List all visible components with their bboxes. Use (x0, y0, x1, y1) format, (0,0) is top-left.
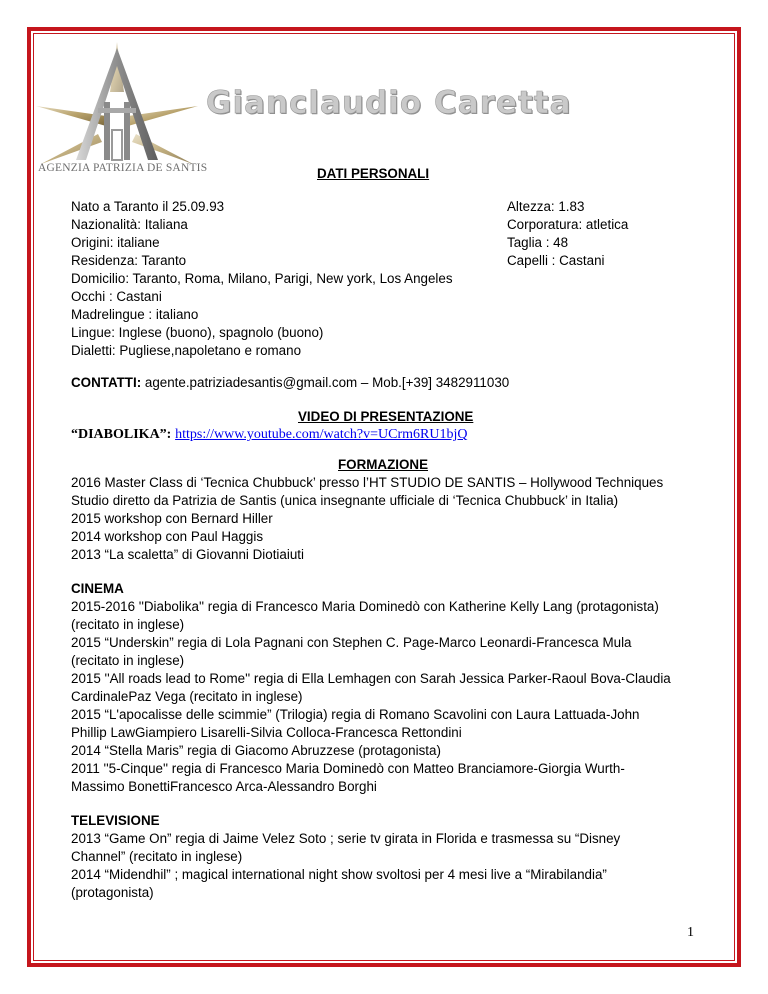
list-item: CardinalePaz Vega (recitato in inglese) (71, 689, 303, 704)
list-item: Studio diretto da Patrizia de Santis (unica insegnante ufficiale di ‘Tecnica Chubbuck’ in Italia) (71, 493, 619, 508)
list-item: Capelli : Castani (507, 253, 605, 268)
list-item: (recitato in inglese) (71, 617, 185, 632)
video-line (71, 425, 468, 445)
list-item: Nato a Taranto il 25.09.93 (71, 199, 225, 214)
list-item: 2014 workshop con Paul Haggis (71, 529, 264, 544)
list-item: 2015 workshop con Bernard Hiller (71, 511, 273, 526)
contacts-value[interactable]: agente.patriziadesantis@gmail.com – Mob.[+39] 3482911030 (141, 375, 510, 390)
list-item: Taglia : 48 (507, 235, 569, 250)
list-item: Lingue: Inglese (buono), spagnolo (buono) (71, 325, 324, 340)
list-item: 2014 “Stella Maris” regia di Giacomo Abruzzese (protagonista) (71, 743, 441, 758)
list-item: Madrelingue : italiano (71, 307, 199, 322)
list-item: 2015 “L'apocalisse delle scimmie” (Trilogia) regia di Romano Scavolini con Laura Lattuada-John (71, 707, 640, 722)
list-item: Occhi : Castani (71, 289, 162, 304)
list-item: Phillip LawGiampiero Lisarelli-Silvia Colloca-Francesca Rettondini (71, 725, 462, 740)
list-item: 2015-2016 ''Diabolika'' regia di Francesco Maria Dominedò con Katherine Kelly Lang (protagonista) (71, 599, 659, 614)
list-item: 2016 Master Class di ‘Tecnica Chubbuck’ presso l’HT STUDIO DE SANTIS – Hollywood Techniques (71, 475, 664, 490)
agency-caption: AGENZIA PATRIZIA DE SANTIS (38, 162, 208, 174)
list-item: Corporatura: atletica (507, 217, 629, 232)
formazione-heading: FORMAZIONE (338, 457, 429, 472)
list-item: Massimo BonettiFrancesco Arca-Alessandro Borghi (71, 779, 377, 794)
contacts-label: CONTATTI: (71, 375, 142, 390)
personal-heading: DATI PERSONALI (317, 166, 430, 181)
list-item: Origini: italiane (71, 235, 160, 250)
cinema-heading: CINEMA (71, 581, 124, 596)
list-item: 2011 ''5-Cinque'' regia di Francesco Maria Dominedò con Matteo Branciamore-Giorgia Wurth- (71, 761, 625, 776)
list-item: (protagonista) (71, 885, 154, 900)
list-item: Dialetti: Pugliese,napoletano e romano (71, 343, 302, 358)
list-item: Residenza: Taranto (71, 253, 187, 268)
page-number: 1 (687, 925, 694, 940)
video-label: “DIABOLIKA”: (71, 427, 172, 442)
list-item: 2014 “Midendhil” ; magical international night show svoltosi per 4 mesi live a “Mirabilandia” (71, 867, 607, 882)
televisione-heading: TELEVISIONE (71, 813, 160, 828)
video-heading: VIDEO DI PRESENTAZIONE (298, 409, 474, 424)
list-item: (recitato in inglese) (71, 653, 185, 668)
actor-name: Gianclaudio Caretta (206, 85, 572, 121)
list-item: Nazionalità: Italiana (71, 217, 188, 232)
list-item: 2015 ''All roads lead to Rome'' regia di Ella Lemhagen con Sarah Jessica Parker-Raoul Bova-Claudia (71, 671, 671, 686)
list-item: Altezza: 1.83 (507, 199, 585, 214)
list-item: Channel” (recitato in inglese) (71, 849, 243, 864)
list-item: 2015 “Underskin” regia di Lola Pagnani con Stephen C. Page-Marco Leonardi-Francesca Mula (71, 635, 632, 650)
video-link[interactable]: https://www.youtube.com/watch?v=UCrm6RU1bjQ (175, 427, 468, 442)
contacts-line (71, 374, 509, 393)
list-item: Domicilio: Taranto, Roma, Milano, Parigi, New york, Los Angeles (71, 271, 453, 286)
list-item: 2013 “La scaletta” di Giovanni Diotiaiuti (71, 547, 304, 562)
list-item: 2013 “Game On” regia di Jaime Velez Soto ; serie tv girata in Florida e trasmessa su “Disney (71, 831, 621, 846)
